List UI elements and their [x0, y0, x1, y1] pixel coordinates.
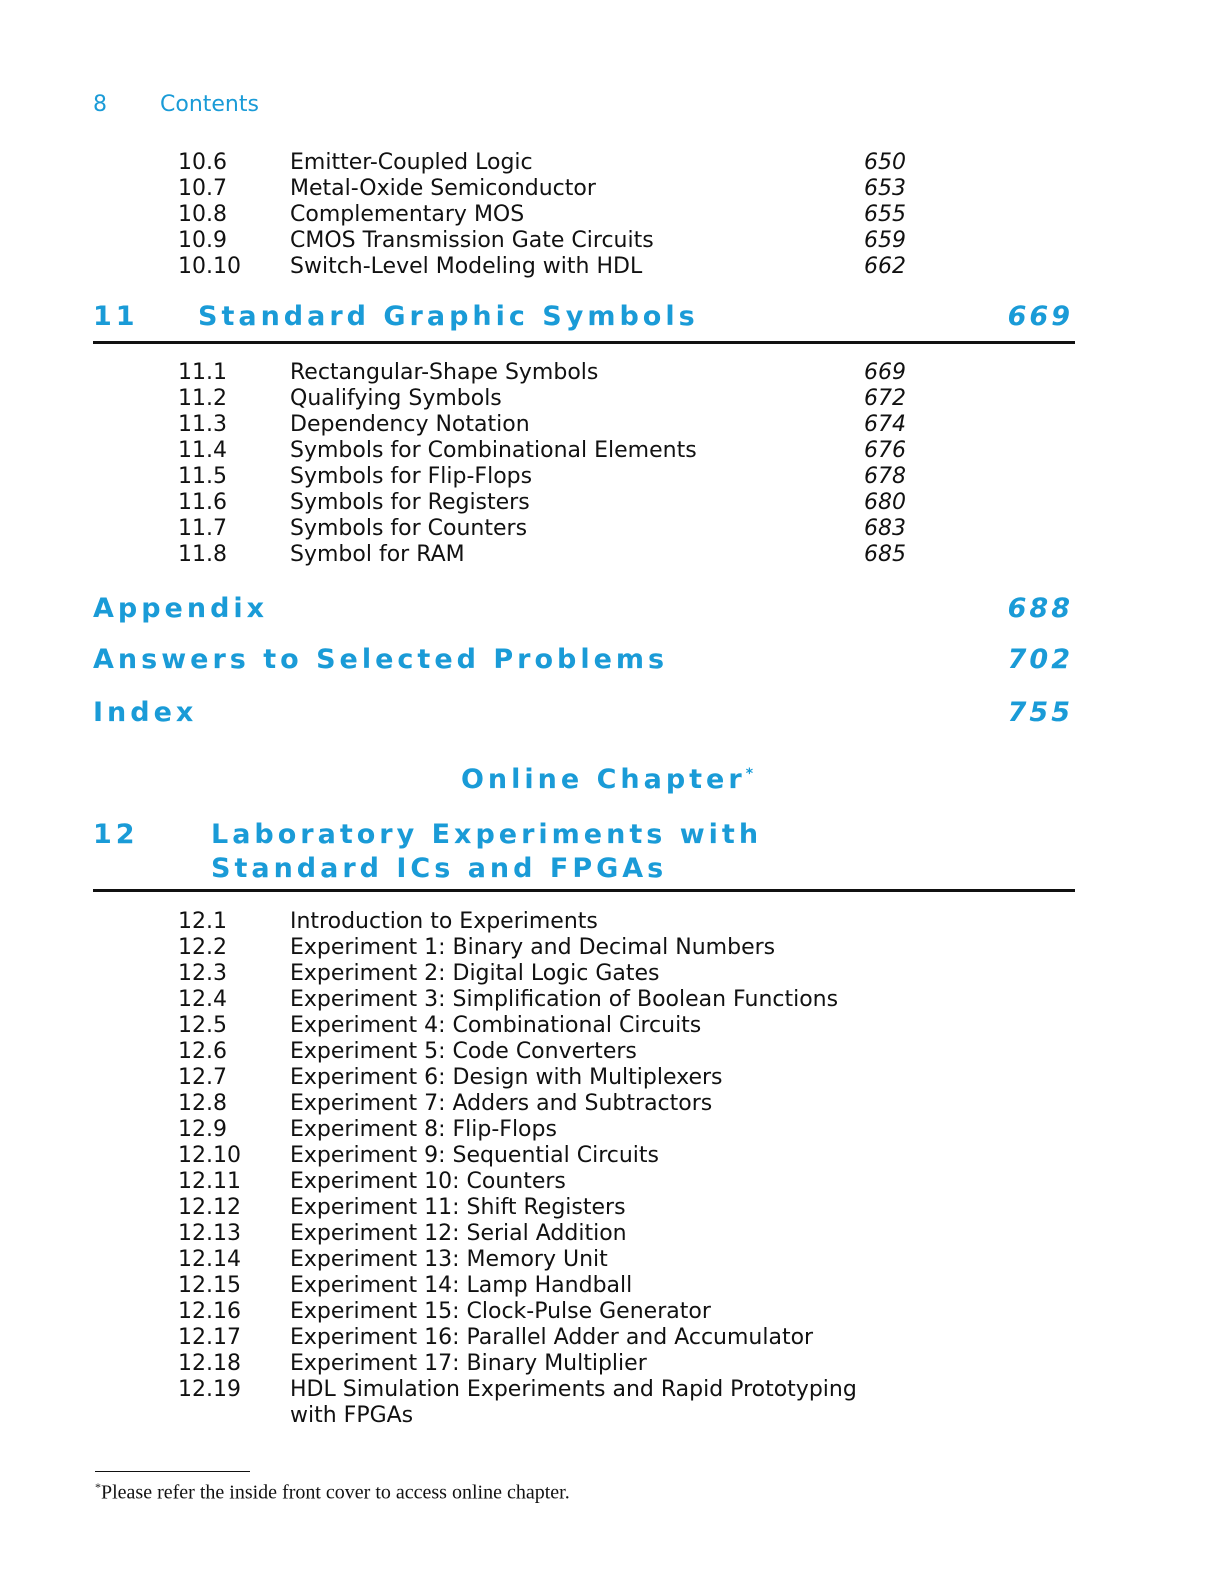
section-number: 12.14 [178, 1247, 241, 1272]
toc-row[interactable] [0, 1143, 1214, 1169]
section-title: Symbols for Flip-Flops [290, 464, 533, 489]
section-title: Experiment 4: Combinational Circuits [290, 1013, 702, 1038]
chapter-title-line2: Standard ICs and FPGAs [211, 853, 668, 884]
online-chapter-heading [0, 757, 1214, 797]
toc-row[interactable] [0, 1247, 1214, 1273]
section-number: 12.18 [178, 1351, 241, 1376]
section-page: 676 [864, 438, 906, 463]
section-page: 685 [864, 542, 906, 567]
toc-row[interactable] [0, 909, 1214, 935]
section-page: 674 [864, 412, 906, 437]
chapter-number: 11 [93, 301, 139, 332]
chapter-page: 669 [1007, 301, 1073, 332]
section-number: 11.5 [178, 464, 227, 489]
heading-title: Appendix [93, 593, 269, 624]
toc-row[interactable] [0, 935, 1214, 961]
section-page: 662 [864, 254, 906, 279]
toc-row[interactable] [0, 1117, 1214, 1143]
section-title: Experiment 5: Code Converters [290, 1039, 637, 1064]
section-title: Experiment 10: Counters [290, 1169, 566, 1194]
toc-row[interactable] [0, 542, 1214, 568]
section-title: Qualifying Symbols [290, 386, 502, 411]
section-number: 12.15 [178, 1273, 241, 1298]
section-title: Experiment 7: Adders and Subtractors [290, 1091, 713, 1116]
section-title: Symbols for Registers [290, 490, 530, 515]
section-number: 10.9 [178, 228, 227, 253]
section-title: CMOS Transmission Gate Circuits [290, 228, 654, 253]
section-number: 11.4 [178, 438, 227, 463]
section-number: 11.1 [178, 360, 227, 385]
section-page: 659 [864, 228, 906, 253]
section-page: 672 [864, 386, 906, 411]
toc-row[interactable] [0, 1299, 1214, 1325]
section-number: 11.7 [178, 516, 227, 541]
section-title: Experiment 11: Shift Registers [290, 1195, 626, 1220]
toc-row[interactable] [0, 1169, 1214, 1195]
section-number: 11.8 [178, 542, 227, 567]
toc-row[interactable] [0, 1273, 1214, 1299]
toc-row[interactable] [0, 464, 1214, 490]
section-number: 12.2 [178, 935, 227, 960]
section-number: 12.12 [178, 1195, 241, 1220]
toc-row[interactable] [0, 360, 1214, 386]
toc-row[interactable] [0, 412, 1214, 438]
section-number: 12.6 [178, 1039, 227, 1064]
chapter-number: 12 [93, 819, 139, 850]
toc-row[interactable] [0, 961, 1214, 987]
page-header [93, 92, 259, 117]
section-title: Experiment 3: Simplification of Boolean Functions [290, 987, 839, 1012]
section-title: Experiment 13: Memory Unit [290, 1247, 608, 1272]
section-title: Rectangular-Shape Symbols [290, 360, 599, 385]
section-title: Experiment 8: Flip-Flops [290, 1117, 557, 1142]
section-number: 12.19 [178, 1377, 241, 1402]
section-number: 10.6 [178, 150, 227, 175]
toc-row[interactable] [0, 1351, 1214, 1377]
toc-row[interactable] [0, 1039, 1214, 1065]
toc-row[interactable] [0, 254, 1214, 280]
section-title: Experiment 9: Sequential Circuits [290, 1143, 659, 1168]
toc-row[interactable] [0, 987, 1214, 1013]
toc-row[interactable] [0, 176, 1214, 202]
section-number: 12.8 [178, 1091, 227, 1116]
online-heading-text: Online Chapter [460, 764, 746, 795]
section-number: 11.3 [178, 412, 227, 437]
section-number: 12.13 [178, 1221, 241, 1246]
chapter-divider [93, 889, 1075, 892]
chapter-divider [93, 341, 1075, 344]
section-number: 12.5 [178, 1013, 227, 1038]
toc-row[interactable] [0, 150, 1214, 176]
section-number: 10.10 [178, 254, 241, 279]
section-number: 12.4 [178, 987, 227, 1012]
section-page: 683 [864, 516, 906, 541]
toc-row[interactable] [0, 438, 1214, 464]
section-page: 650 [864, 150, 906, 175]
section-page: 669 [864, 360, 906, 385]
toc-row[interactable] [0, 1091, 1214, 1117]
section-page: 653 [864, 176, 906, 201]
section-title: HDL Simulation Experiments and Rapid Prototyping [290, 1377, 857, 1402]
chapter-heading-11[interactable] [93, 300, 1073, 334]
toc-row[interactable] [0, 1377, 1214, 1403]
footnote-divider [95, 1471, 250, 1472]
heading-page: 755 [1007, 697, 1073, 728]
toc-row-continuation [0, 1403, 1214, 1429]
section-page: 678 [864, 464, 906, 489]
section-number: 10.8 [178, 202, 227, 227]
toc-row[interactable] [0, 1195, 1214, 1221]
section-title: Experiment 2: Digital Logic Gates [290, 961, 660, 986]
section-title: Experiment 15: Clock-Pulse Generator [290, 1299, 711, 1324]
section-page: 655 [864, 202, 906, 227]
section-number: 12.16 [178, 1299, 241, 1324]
section-title: Metal-Oxide Semiconductor [290, 176, 596, 201]
heading-title: Answers to Selected Problems [93, 644, 669, 675]
toc-row[interactable] [0, 1325, 1214, 1351]
section-title: Experiment 14: Lamp Handball [290, 1273, 633, 1298]
section-title: Complementary MOS [290, 202, 525, 227]
heading-page: 688 [1007, 593, 1073, 624]
toc-row[interactable] [0, 516, 1214, 542]
section-number: 12.17 [178, 1325, 241, 1350]
section-number: 11.2 [178, 386, 227, 411]
footnote-marker: * [745, 766, 754, 782]
section-number: 12.10 [178, 1143, 241, 1168]
footnote-text: Please refer the inside front cover to access online chapter. [101, 1481, 570, 1504]
section-number: 10.7 [178, 176, 227, 201]
header-title: Contents [160, 92, 259, 117]
page-number: 8 [93, 92, 107, 117]
heading-title: Index [93, 697, 198, 728]
section-number: 12.11 [178, 1169, 241, 1194]
section-title: Introduction to Experiments [290, 909, 598, 934]
section-title: Symbol for RAM [290, 542, 465, 567]
toc-row[interactable] [0, 1065, 1214, 1091]
answers-heading[interactable] [93, 643, 1073, 677]
chapter-title-line1: Laboratory Experiments with [211, 819, 763, 850]
section-title: Experiment 17: Binary Multiplier [290, 1351, 647, 1376]
section-title: Experiment 6: Design with Multiplexers [290, 1065, 723, 1090]
toc-row[interactable] [0, 490, 1214, 516]
section-page: 680 [864, 490, 906, 515]
appendix-heading[interactable] [93, 592, 1073, 626]
chapter-heading-12[interactable] [93, 818, 1073, 886]
section-number: 12.3 [178, 961, 227, 986]
toc-row[interactable] [0, 1221, 1214, 1247]
section-number: 11.6 [178, 490, 227, 515]
section-title: Experiment 16: Parallel Adder and Accumulator [290, 1325, 814, 1350]
toc-row[interactable] [0, 228, 1214, 254]
section-title: Experiment 1: Binary and Decimal Numbers [290, 935, 776, 960]
section-title: Switch-Level Modeling with HDL [290, 254, 643, 279]
toc-row[interactable] [0, 1013, 1214, 1039]
toc-row[interactable] [0, 202, 1214, 228]
toc-row[interactable] [0, 386, 1214, 412]
chapter-title: Standard Graphic Symbols [198, 301, 699, 332]
footnote-marker: * [95, 1480, 101, 1494]
section-number: 12.9 [178, 1117, 227, 1142]
section-title: Dependency Notation [290, 412, 530, 437]
footnote [95, 1480, 570, 1505]
section-title: Symbols for Counters [290, 516, 528, 541]
section-number: 12.7 [178, 1065, 227, 1090]
section-title: Emitter-Coupled Logic [290, 150, 533, 175]
heading-page: 702 [1007, 644, 1073, 675]
section-title: Symbols for Combinational Elements [290, 438, 697, 463]
section-number: 12.1 [178, 909, 227, 934]
section-title: Experiment 12: Serial Addition [290, 1221, 627, 1246]
section-title-continuation: with FPGAs [290, 1403, 414, 1428]
index-heading[interactable] [93, 696, 1073, 730]
